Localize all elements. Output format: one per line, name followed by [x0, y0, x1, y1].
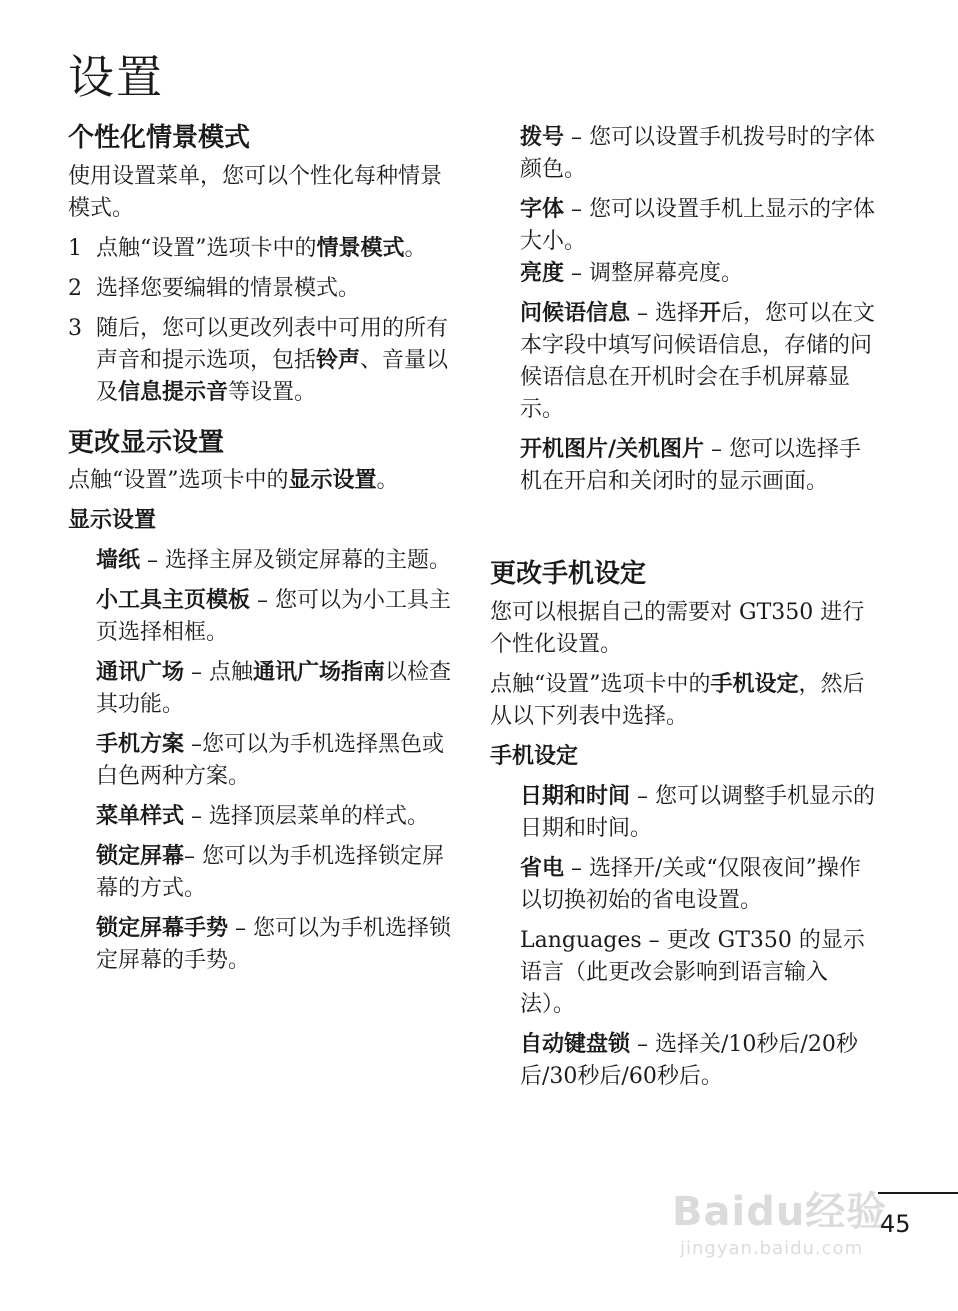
setting-desc: – 您可以调整手机显示的日期和时间。	[520, 783, 876, 841]
intro-text-part: 点触“设置”选项卡中的	[490, 671, 711, 697]
setting-desc: – 点触	[184, 660, 254, 685]
setting-desc: – 您可以设置手机上显示的字体大小。	[520, 197, 876, 254]
step-text-part: 随后，您可以更改列表中可用的所有声音和提示选项，包括	[96, 315, 449, 373]
setting-item	[68, 585, 460, 649]
setting-name: 手机方案	[96, 732, 185, 757]
setting-item	[68, 913, 460, 977]
intro-text-part: ，然后从以下列表中选择。	[490, 671, 865, 729]
setting-name: 菜单样式	[96, 804, 185, 829]
setting-name: 锁定屏幕手势	[96, 916, 229, 941]
setting-name: 墙纸	[96, 548, 141, 573]
step-number: 3	[68, 315, 82, 341]
setting-desc: 后，您可以在文本字段中填写问候语信息，存储的问候语信息在开机时会在手机屏幕显示。	[520, 301, 876, 422]
step-bold-term: 情景模式	[316, 235, 405, 261]
step-text: 选择您要编辑的情景模式。	[96, 275, 361, 301]
setting-bold-term: 开	[699, 301, 722, 326]
subheading-display-settings: 显示设置	[68, 508, 157, 533]
setting-desc: – 选择顶层菜单的样式。	[184, 804, 430, 829]
setting-item	[490, 122, 882, 186]
step-item	[68, 233, 460, 265]
step-text	[96, 233, 460, 265]
section-intro: 您可以根据自己的需要对 GT350 进行个性化设置。	[490, 599, 865, 657]
setting-name: 通讯广场	[96, 660, 185, 685]
setting-name: Languages	[520, 927, 642, 953]
setting-desc: – 选择主屏及锁定屏幕的主题。	[140, 548, 452, 573]
section-intro: 使用设置菜单，您可以个性化每种情景模式。	[68, 163, 443, 221]
baidu-watermark	[672, 1180, 902, 1276]
step-text-part: 点触“设置”选项卡中的	[96, 235, 317, 261]
section-heading-phone-settings: 更改手机设定	[490, 559, 647, 589]
setting-desc: – 调整屏幕亮度。	[564, 261, 744, 286]
watermark-logo: Baidu经验	[672, 1189, 888, 1235]
setting-name: 省电	[520, 855, 565, 881]
intro-bold-term: 显示设置	[288, 468, 377, 493]
section-intro	[68, 465, 460, 497]
setting-desc: – 您可以为手机选择锁定屏幕的手势。	[96, 916, 452, 973]
setting-bold-term: 通讯广场指南	[253, 660, 386, 685]
setting-name: 锁定屏幕	[96, 844, 185, 869]
step-text-part: 。	[404, 235, 427, 261]
setting-desc: – 您可以选择手机在开启和关闭时的显示画面。	[520, 437, 862, 494]
setting-desc: – 选择	[630, 301, 700, 326]
setting-name: 开机图片/关机图片	[520, 437, 705, 462]
page-title: 设置	[68, 50, 164, 104]
setting-item	[68, 841, 460, 905]
setting-desc: – 您可以为手机选择锁定屏幕的方式。	[96, 844, 445, 901]
intro-bold-term: 手机设定	[710, 671, 799, 697]
setting-item	[490, 298, 882, 426]
setting-item	[490, 434, 882, 498]
section-intro	[490, 669, 882, 733]
setting-name: 自动键盘锁	[520, 1031, 631, 1057]
intro-text-part: 。	[376, 468, 399, 493]
setting-item	[490, 781, 882, 845]
right-column	[490, 122, 882, 1101]
step-number: 2	[68, 275, 82, 301]
setting-item	[490, 258, 882, 290]
page-number: 45	[880, 1210, 911, 1238]
section-heading-display: 更改显示设置	[68, 427, 225, 458]
subheading-phone-settings: 手机设定	[490, 743, 579, 769]
step-text	[96, 313, 460, 409]
setting-item	[68, 801, 460, 833]
step-bold-term: 铃声	[316, 347, 361, 373]
setting-item	[490, 1029, 882, 1093]
setting-name: 字体	[520, 197, 565, 222]
setting-name: 日期和时间	[520, 783, 631, 809]
setting-name: 问候语信息	[520, 301, 631, 326]
step-bold-term: 信息提示音	[118, 379, 229, 405]
setting-item	[68, 545, 460, 577]
setting-item	[490, 925, 882, 1021]
setting-name: 拨号	[520, 125, 565, 150]
step-item	[68, 313, 460, 409]
left-column	[68, 122, 460, 985]
step-text-part: 等设置。	[228, 379, 317, 405]
page-number-rule	[878, 1192, 958, 1194]
setting-name: 亮度	[520, 261, 565, 286]
setting-item	[490, 853, 882, 917]
setting-desc: 以检查其功能。	[96, 660, 452, 717]
setting-item	[68, 729, 460, 793]
setting-desc: – 您可以设置手机拨号时的字体颜色。	[520, 125, 876, 182]
setting-name: 小工具主页模板	[96, 588, 251, 613]
step-item	[68, 273, 460, 305]
setting-desc: – 更改 GT350 的显示语言（此更改会影响到语言输入法）。	[520, 927, 865, 1017]
step-text-part: 、音量以及	[96, 347, 449, 405]
watermark-url: jingyan.baidu.com	[680, 1238, 864, 1259]
setting-desc: –您可以为手机选择黑色或白色两种方案。	[96, 732, 445, 789]
section-heading-profiles: 个性化情景模式	[68, 123, 251, 153]
setting-desc: – 您可以为小工具主页选择相框。	[96, 588, 452, 645]
step-number: 1	[68, 235, 82, 261]
setting-item	[68, 657, 460, 721]
setting-item	[490, 194, 882, 258]
intro-text-part: 点触“设置”选项卡中的	[68, 468, 289, 493]
setting-desc: – 选择开/关或“仅限夜间”操作以切换初始的省电设置。	[520, 855, 861, 913]
setting-desc: – 选择关/10秒后/20秒后/30秒后/60秒后。	[520, 1031, 858, 1089]
